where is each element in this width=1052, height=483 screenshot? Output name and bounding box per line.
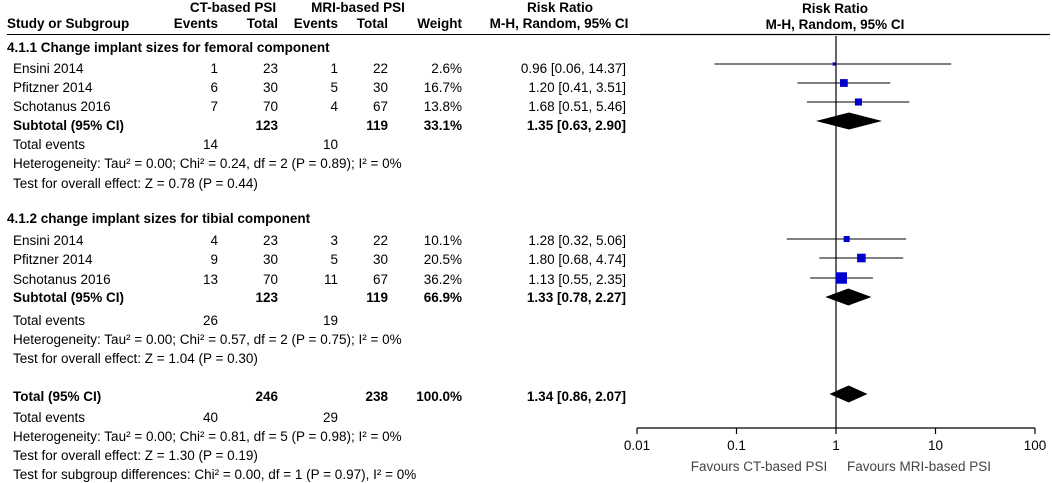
x-tick-label: 0.01	[623, 438, 651, 453]
heterogeneity-text: Heterogeneity: Tau² = 0.00; Chi² = 0.57, df = 2 (P = 0.75); I² = 0%	[13, 332, 402, 347]
events-mri: 5	[330, 80, 338, 95]
total-events-mri: 29	[322, 410, 338, 425]
plot-title: Risk Ratio	[801, 1, 869, 16]
subtotal-label: Subtotal (95% CI)	[13, 290, 125, 305]
events-ct: 13	[202, 272, 218, 287]
header-total-2: Total	[356, 16, 388, 31]
subtotal-total-ct: 123	[255, 118, 278, 133]
subtotal-weight: 33.1%	[423, 118, 462, 133]
total-n-mri: 238	[365, 389, 388, 404]
study-marker	[840, 79, 848, 87]
total-events-mri: 10	[322, 137, 338, 152]
events-ct: 6	[210, 80, 218, 95]
weight: 20.5%	[423, 252, 462, 267]
events-ct: 7	[210, 99, 218, 114]
subtotal-total-mri: 119	[366, 290, 388, 305]
total-events-mri: 19	[322, 313, 338, 328]
risk-ratio-ci: 1.80 [0.68, 4.74]	[528, 252, 626, 267]
events-mri: 3	[330, 233, 338, 248]
subtotal-diamond	[816, 113, 882, 130]
header-group1: CT-based PSI	[189, 0, 277, 15]
total-events-label: Total events	[13, 137, 86, 152]
study-name: Pfitzner 2014	[13, 80, 93, 95]
header-rr-title: Risk Ratio	[526, 0, 594, 15]
total-events-label: Total events	[13, 313, 86, 328]
weight: 13.8%	[423, 99, 462, 114]
subgroup-2-title: 4.1.2 change implant sizes for tibial component	[7, 211, 311, 226]
heterogeneity-text: Heterogeneity: Tau² = 0.00; Chi² = 0.81, df = 5 (P = 0.98); I² = 0%	[13, 429, 402, 444]
subgroup-1-title: 4.1.1 Change implant sizes for femoral component	[7, 40, 330, 55]
header-events-1: Events	[173, 16, 218, 31]
study-marker	[857, 254, 866, 263]
risk-ratio-ci: 1.28 [0.32, 5.06]	[528, 233, 626, 248]
study-marker	[836, 272, 847, 283]
overall-effect-text: Test for overall effect: Z = 0.78 (P = 0.44)	[13, 176, 258, 191]
weight: 16.7%	[423, 80, 462, 95]
study-name: Ensini 2014	[13, 61, 84, 76]
total-events-ct: 14	[202, 137, 218, 152]
header-rr-method: M-H, Random, 95% CI	[489, 16, 629, 31]
events-mri: 5	[330, 252, 338, 267]
favours-right-label: Favours MRI-based PSI	[846, 459, 992, 474]
overall-effect-text: Test for overall effect: Z = 1.30 (P = 0.19)	[13, 448, 258, 463]
weight: 36.2%	[423, 272, 462, 287]
events-ct: 4	[210, 233, 218, 248]
risk-ratio-ci: 1.13 [0.55, 2.35]	[528, 272, 626, 287]
risk-ratio-ci: 1.68 [0.51, 5.46]	[528, 99, 626, 114]
weight: 2.6%	[431, 61, 462, 76]
study-marker	[833, 62, 836, 65]
study-marker	[855, 98, 862, 105]
study-name: Pfitzner 2014	[13, 252, 93, 267]
subtotal-diamond	[825, 289, 871, 306]
header-events-2: Events	[293, 16, 338, 31]
total-n-ct: 246	[255, 389, 278, 404]
subgroup-differences-text: Test for subgroup differences: Chi² = 0.00, df = 1 (P = 0.97), I² = 0%	[13, 467, 417, 482]
total-mri: 22	[372, 233, 388, 248]
total-label: Total (95% CI)	[13, 389, 102, 404]
overall-effect-text: Test for overall effect: Z = 1.04 (P = 0.30)	[13, 351, 258, 366]
total-events-ct: 40	[202, 410, 218, 425]
plot-method: M-H, Random, 95% CI	[765, 17, 905, 32]
total-mri: 22	[372, 61, 388, 76]
study-name: Schotanus 2016	[13, 99, 111, 114]
total-ct: 23	[262, 233, 278, 248]
x-tick-label: 0.1	[727, 438, 746, 453]
study-name: Schotanus 2016	[13, 272, 111, 287]
subtotal-ci: 1.33 [0.78, 2.27]	[526, 290, 626, 305]
header-weight: Weight	[417, 16, 462, 31]
favours-left-label: Favours CT-based PSI	[690, 459, 828, 474]
subtotal-ci: 1.35 [0.63, 2.90]	[526, 118, 626, 133]
total-mri: 67	[372, 99, 388, 114]
risk-ratio-ci: 0.96 [0.06, 14.37]	[520, 61, 626, 76]
total-ci: 1.34 [0.86, 2.07]	[526, 389, 626, 404]
x-tick-label: 1	[832, 438, 840, 453]
risk-ratio-ci: 1.20 [0.41, 3.51]	[528, 80, 626, 95]
events-mri: 4	[330, 99, 338, 114]
heterogeneity-text: Heterogeneity: Tau² = 0.00; Chi² = 0.24, df = 2 (P = 0.89); I² = 0%	[13, 156, 402, 171]
events-ct: 9	[210, 252, 218, 267]
subtotal-label: Subtotal (95% CI)	[13, 118, 125, 133]
events-mri: 11	[323, 272, 338, 287]
total-ct: 70	[262, 99, 278, 114]
total-mri: 30	[372, 80, 388, 95]
header-study: Study or Subgroup	[7, 16, 130, 31]
header-group2: MRI-based PSI	[311, 0, 405, 15]
total-ct: 30	[262, 80, 278, 95]
study-marker	[844, 236, 850, 242]
subtotal-total-ct: 123	[255, 290, 278, 305]
total-events-ct: 26	[202, 313, 218, 328]
subtotal-total-mri: 119	[366, 118, 388, 133]
events-mri: 1	[330, 61, 338, 76]
x-tick-label: 10	[927, 438, 944, 453]
total-ct: 30	[262, 252, 278, 267]
total-mri: 30	[372, 252, 388, 267]
total-events-label: Total events	[13, 410, 86, 425]
total-ct: 23	[262, 61, 278, 76]
study-name: Ensini 2014	[13, 233, 84, 248]
header-total-1: Total	[246, 16, 278, 31]
total-diamond	[829, 386, 867, 403]
total-weight: 100.0%	[416, 389, 462, 404]
events-ct: 1	[210, 61, 218, 76]
total-mri: 67	[372, 272, 388, 287]
subtotal-weight: 66.9%	[423, 290, 462, 305]
total-ct: 70	[262, 272, 278, 287]
x-tick-label: 100	[1023, 438, 1047, 453]
weight: 10.1%	[423, 233, 462, 248]
